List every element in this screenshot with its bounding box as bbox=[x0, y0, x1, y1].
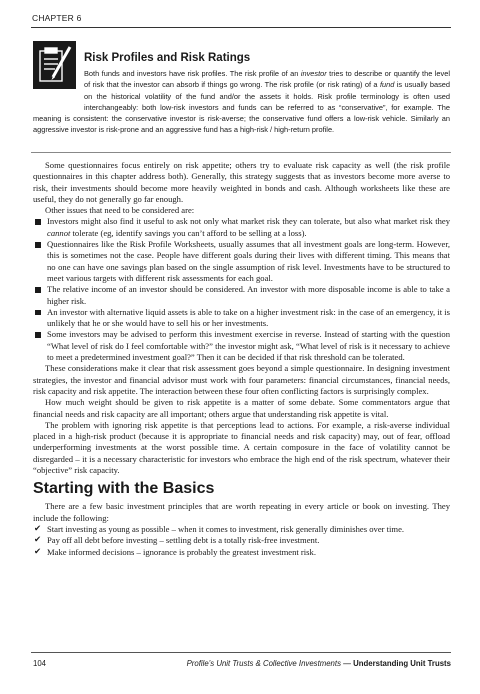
list-item-text: tolerate (eg, identify savings you can’t afford to be selling at a loss). bbox=[70, 227, 307, 238]
section-heading: Starting with the Basics bbox=[33, 480, 215, 498]
list-item-text: Some investors may be advised to perform this investment exercise in reverse. Instead of starting with the question “What level of risk do I feel comfortable with?” the investor might ask, “What level of risk is it necessary to achieve to meet a predetermined investment goal?” Then it can be decided if that risk threshold can be tolerated. bbox=[47, 329, 450, 363]
running-footer bbox=[187, 659, 451, 668]
box-text-part: tries to describe or quantify the level of risk that the investor can absorb if things go wrong. The risk profile (or risk rating) of a bbox=[84, 69, 450, 90]
list-item bbox=[33, 307, 450, 330]
box-text-emphasis: fund bbox=[379, 80, 395, 90]
footer-rule bbox=[31, 652, 451, 653]
publication-name: Profile’s Unit Trusts & Collective Investments — bbox=[186, 659, 354, 668]
list-item-text: The relative income of an investor should be considered. An investor with more disposable income is able to take a higher risk. bbox=[47, 284, 450, 306]
square-bullet-icon bbox=[35, 242, 41, 248]
box-text-part: is usually based on the historical volatility of the fund and/or the assets it holds. Risk profile terminology is often used interchangeably: both low-risk investors and funds can be referred to as “conservative”, for example. The meaning is consistent: the conservative investor is risk-averse; the conservative fund offers a low-risk vehicle. Similarly an aggressive investor is risk-prone and an aggressive fund has a high-risk / high-return profile. bbox=[33, 80, 450, 135]
page-number: 104 bbox=[33, 659, 47, 668]
list-item bbox=[33, 216, 450, 239]
list-item bbox=[33, 284, 450, 307]
list-item bbox=[33, 535, 450, 546]
list-item-emphasis: cannot bbox=[47, 227, 71, 238]
list-item-text: Pay off all debt before investing – settling debt is a totally risk-free investment. bbox=[47, 535, 320, 546]
square-bullet-icon bbox=[35, 310, 41, 316]
paragraph: There are a few basic investment principles that are worth repeating in every article or book on investing. They include the following: bbox=[33, 501, 450, 523]
paragraph: How much weight should be given to risk appetite is a matter of some debate. Some commentators argue that financial needs and risk capacity are all important; others argue that understanding risk appetite is vital. bbox=[33, 397, 450, 419]
issues-list bbox=[33, 216, 450, 363]
icon-spacer bbox=[33, 68, 84, 112]
box-title: Risk Profiles and Risk Ratings bbox=[84, 52, 251, 64]
list-item-text: Questionnaires like the Risk Profile Worksheets, usually assumes that all investment goals are long-term. However, this is sometimes not the case. People have different goals during their lives with different timing. This means that no one can have one savings plan based on the single assumption of risk level. Investments have to be structured to meet various targets with different risk assessments for each goal. bbox=[47, 239, 450, 283]
list-item bbox=[33, 524, 450, 535]
checkmark-icon: ✔ bbox=[34, 535, 42, 546]
list-item bbox=[33, 329, 450, 363]
body-text bbox=[33, 160, 450, 558]
square-bullet-icon bbox=[35, 219, 41, 225]
paragraph: Some questionnaires focus entirely on risk appetite; others try to evaluate risk capacity as well (the risk profile questionnaires in this chapter address both). Generally, this strategy suggests that as investors become more averse to risk, their investments should become more heavily weighted in bonds and cash. Although worksheets like these are useful, they do not generally go far enough. bbox=[33, 160, 450, 204]
box-text-part: Both funds and investors have risk profiles. The risk profile of an bbox=[84, 69, 301, 78]
header-rule bbox=[31, 27, 451, 28]
list-item-text: Start investing as young as possible – when it comes to investment, risk generally diminishes over time. bbox=[47, 523, 405, 534]
paragraph: The problem with ignoring risk appetite is that perceptions lead to actions. For example, a risk-averse individual placed in a high-risk product (because it is appropriate to financial needs and risk capacity) may, out of fear, offload underperforming investments at the worst possible time. A certain composure in the face of volatility cannot be disregarded – it is a necessary characteristic for investors who embrace the high end of the risk spectrum, whatever their “objective” risk capacity. bbox=[33, 419, 450, 476]
checkmark-icon: ✔ bbox=[34, 523, 42, 534]
basics-list bbox=[33, 524, 450, 558]
list-item-text: An investor with alternative liquid assets is able to take on a higher investment risk: in the case of an emergency, it is unlikely that he or she would have to sell his or her investments. bbox=[47, 306, 450, 329]
list-item bbox=[33, 239, 450, 284]
list-item bbox=[33, 547, 450, 558]
box-text-emphasis: investor bbox=[300, 69, 327, 78]
chapter-label: CHAPTER 6 bbox=[32, 13, 82, 23]
paragraph: These considerations make it clear that risk assessment goes beyond a simple questionnaire. In designing investment strategies, the investor and financial advisor must work with four parameters: financial circumstances, financial needs, risk capacity and risk appetite. The interaction between these four often conflicting factors is surprisingly complex. bbox=[33, 363, 450, 396]
list-item-text: Make informed decisions – ignorance is probably the greatest investment risk. bbox=[47, 546, 316, 557]
checkmark-icon: ✔ bbox=[34, 546, 42, 557]
box-rule bbox=[31, 152, 451, 153]
square-bullet-icon bbox=[35, 332, 41, 338]
box-text bbox=[33, 68, 450, 136]
square-bullet-icon bbox=[35, 287, 41, 293]
list-item-text: Investors might also find it useful to ask not only what market risk they can tolerate, but also what market risk they bbox=[47, 216, 450, 227]
book-title: Understanding Unit Trusts bbox=[353, 659, 451, 668]
paragraph: Other issues that need to be considered are: bbox=[45, 205, 195, 216]
